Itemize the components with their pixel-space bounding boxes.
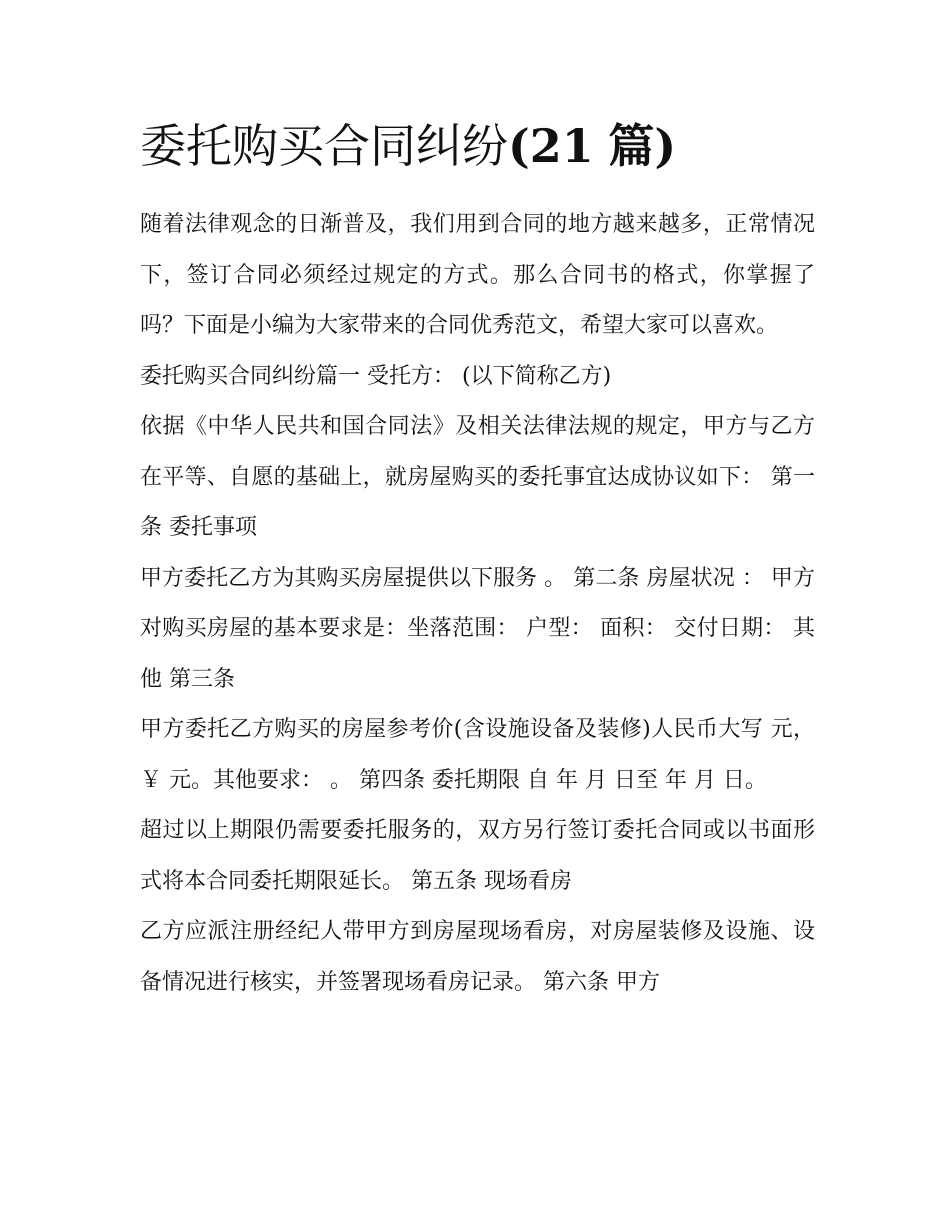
title-main: 委托购买合同纠纷 — [140, 119, 508, 173]
paragraph-article-5: 乙方应派注册经纪人带甲方到房屋现场看房，对房屋装修及设施、设备情况进行核实，并签署现场看房记录。 第六条 甲方 — [140, 919, 815, 995]
paragraph-article-4: 超过以上期限仍需要委托服务的，双方另行签订委托合同或以书面形式将本合同委托期限延长。 第五条 现场看房 — [140, 818, 815, 894]
paragraph-article-2: 甲方委托乙方为其购买房屋提供以下服务 。 第二条 房屋状况 ： 甲方对购买房屋的基本要求是：坐落范围： 户型： 面积： 交付日期： 其他 第三条 — [140, 565, 815, 692]
document-page — [140, 112, 815, 1008]
document-title — [140, 112, 815, 180]
paragraph-intro: 随着法律观念的日渐普及，我们用到合同的地方越来越多，正常情况下，签订合同必须经过规定的方式。那么合同书的格式，你掌握了吗？下面是小编为大家带来的合同优秀范文，希望大家可以喜欢。 — [140, 212, 815, 338]
title-tail: 篇) — [608, 119, 677, 173]
title-count: (21 — [508, 119, 594, 173]
paragraph-section-heading: 委托购买合同纠纷篇一 受托方： (以下简称乙方) — [140, 363, 612, 389]
paragraph-article-3: 甲方委托乙方购买的房屋参考价(含设施设备及装修)人民币大写 元，￥ 元。其他要求： 。 第四条 委托期限 自 年 月 日至 年 月 日。 — [140, 717, 815, 793]
paragraph-article-1: 依据《中华人民共和国合同法》及相关法律法规的规定，甲方与乙方在平等、自愿的基础上，就房屋购买的委托事宜达成协议如下： 第一条 委托事项 — [140, 414, 815, 540]
